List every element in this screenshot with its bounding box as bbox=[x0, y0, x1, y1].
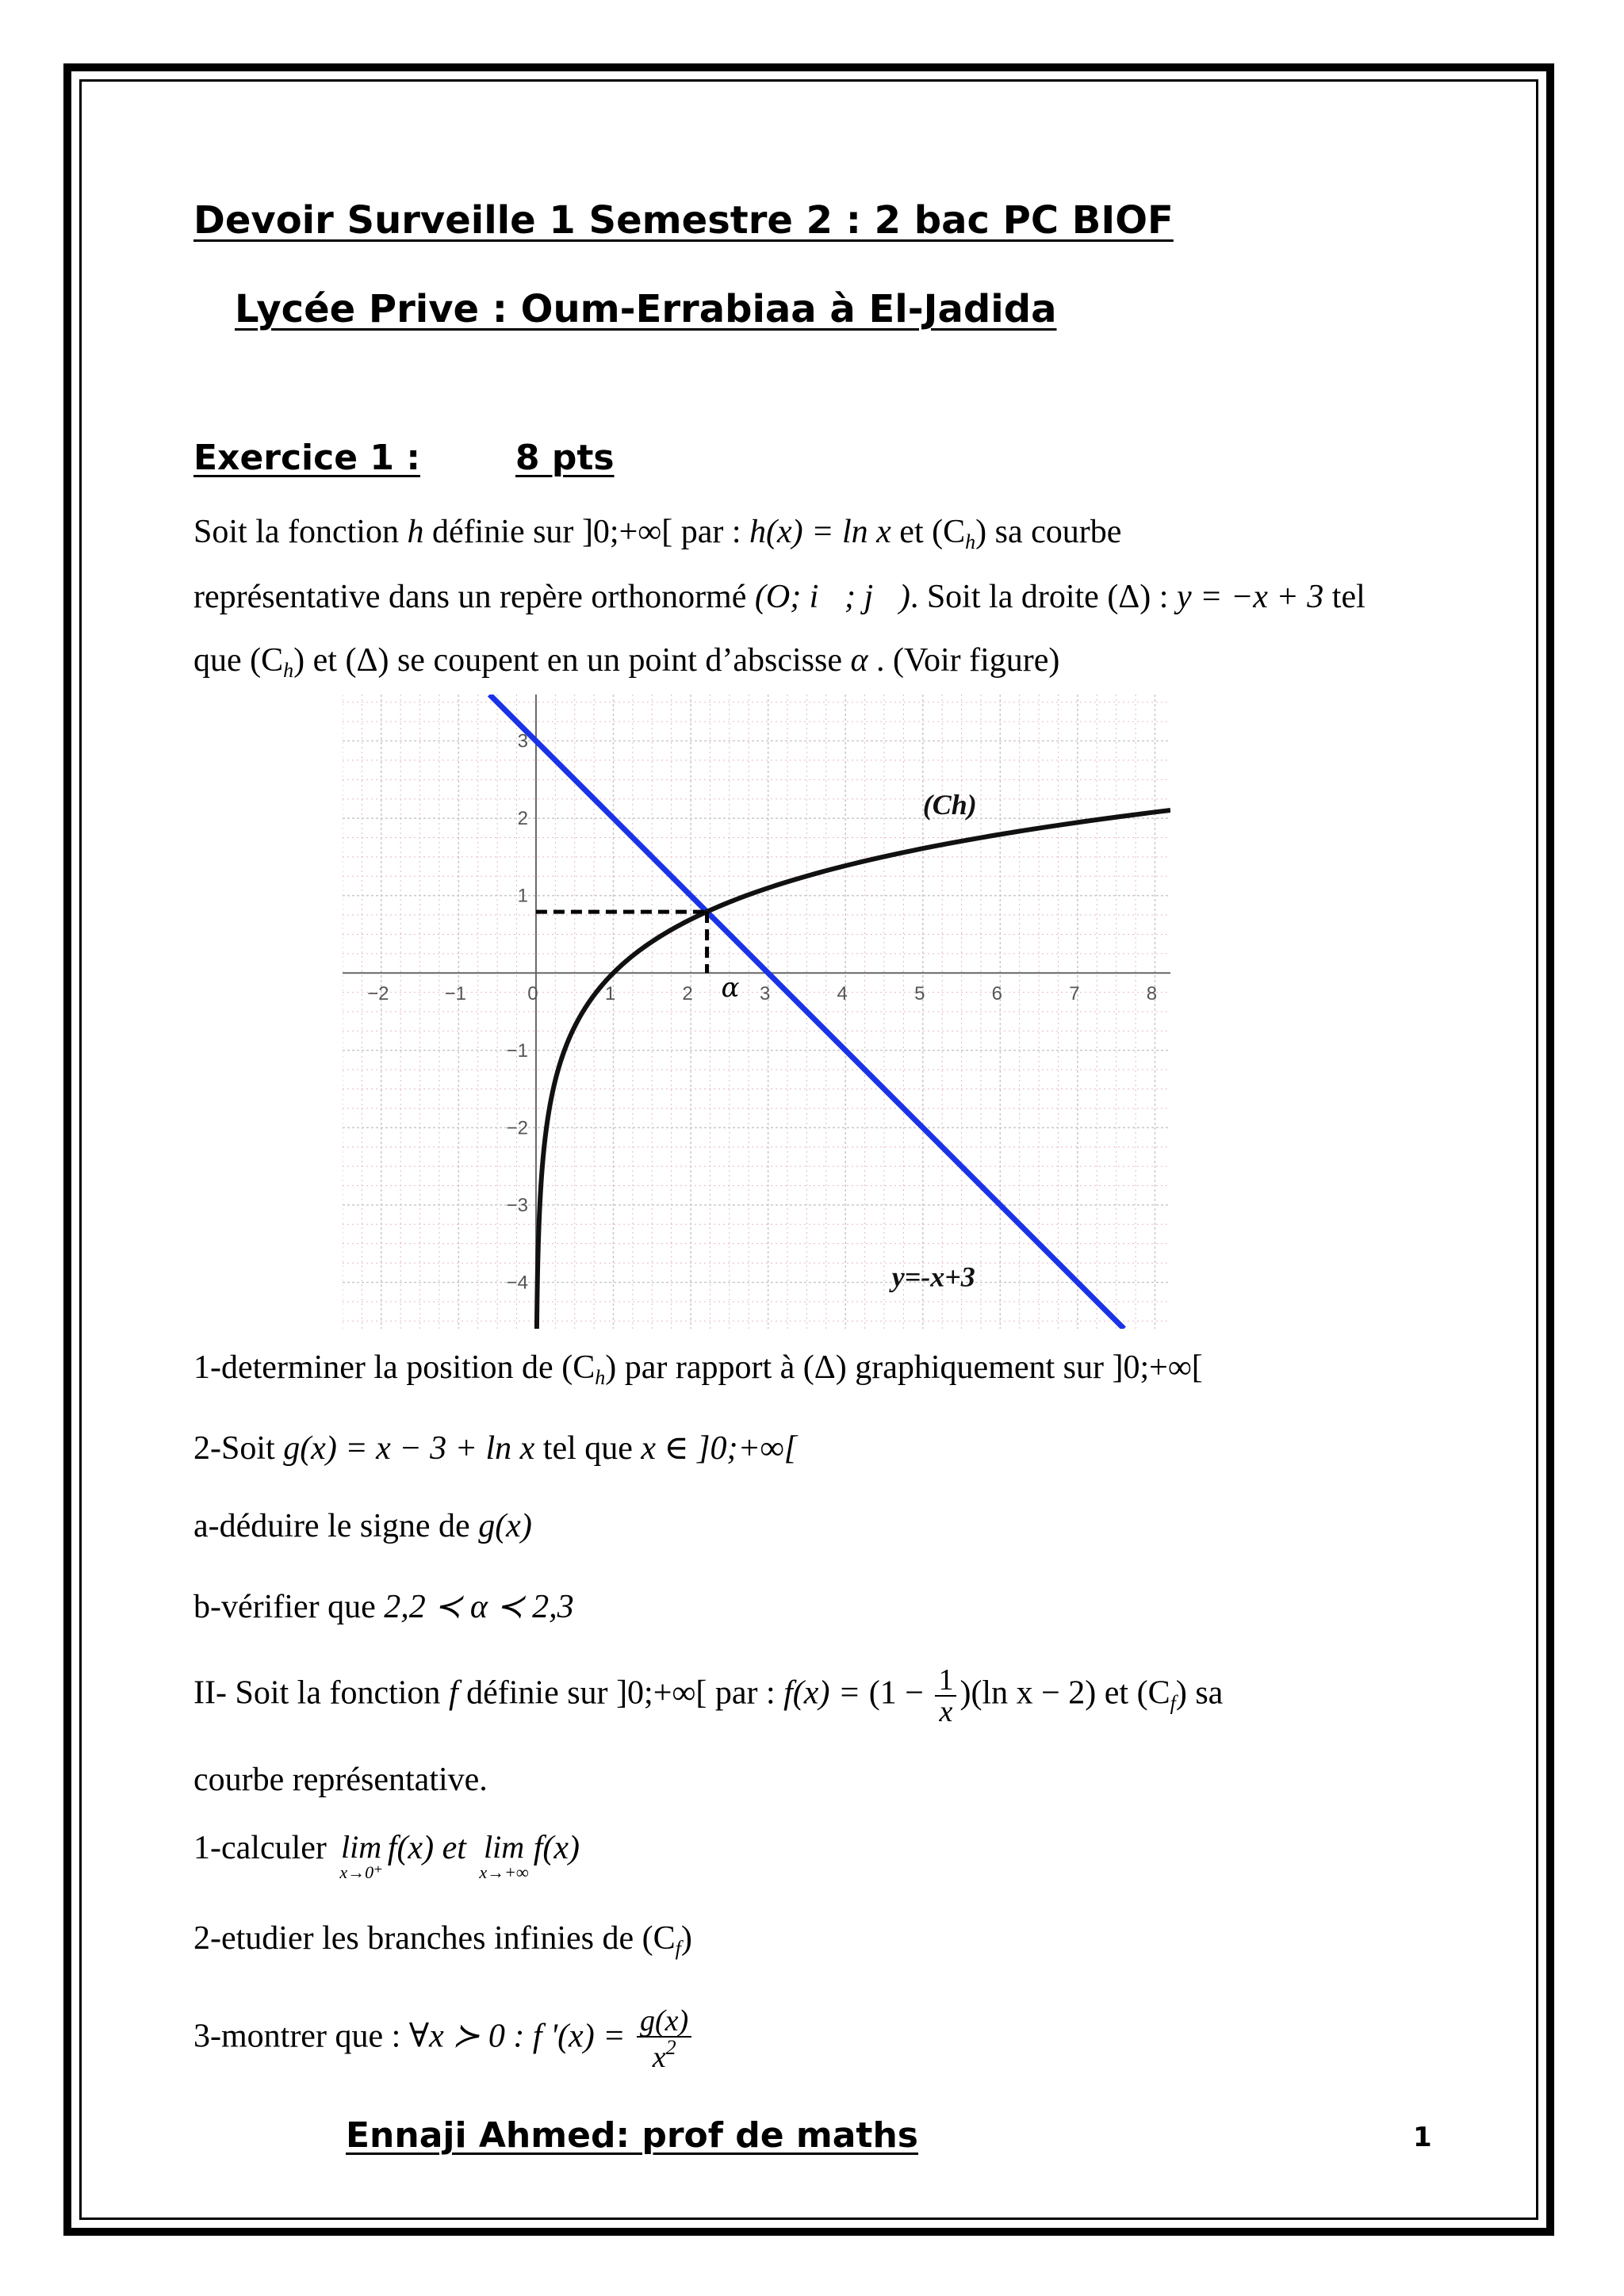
x-tick-label: 8 bbox=[1146, 983, 1158, 1005]
alpha-label: α bbox=[721, 972, 740, 1004]
grid-minor bbox=[343, 695, 1170, 1329]
x-tick-label: 5 bbox=[914, 983, 925, 1005]
y-tick-label: 2 bbox=[517, 808, 528, 830]
intro-line-2: représentative dans un repère orthonormé (O; i⃗; j⃗). Soit la droite (Δ) : y = −x + 3 tel bbox=[193, 579, 1365, 615]
line-label: y=-x+3 bbox=[891, 1261, 975, 1293]
y-tick-label: −4 bbox=[506, 1272, 528, 1294]
fraction-g-over-x2: $\frac{g(x)}{x^2}$ bbox=[637, 2006, 691, 2072]
part-2-line-2: courbe représentative. bbox=[193, 1762, 488, 1798]
intro-line-1: Soit la fonction h définie sur ]0;+∞[ par : h(x) = ln x et $(C_h)$ sa courbe bbox=[193, 514, 1122, 553]
x-tick-label: 2 bbox=[682, 983, 693, 1005]
school-name: Lycée Prive : Oum-Errabiaa à El-Jadida bbox=[235, 287, 1057, 331]
x-tick-label: 1 bbox=[604, 983, 616, 1005]
y-tick-label: −3 bbox=[506, 1194, 528, 1216]
fraction-1-over-x: $\frac{1}{x}$ bbox=[935, 1665, 956, 1727]
exercise-points: 8 pts bbox=[515, 438, 615, 478]
page-number: 1 bbox=[1413, 2122, 1432, 2153]
exercise-heading bbox=[193, 438, 615, 478]
curve-label-ch: (Ch) bbox=[922, 789, 977, 821]
function-graph bbox=[343, 695, 1170, 1329]
x-tick-label: 3 bbox=[759, 983, 771, 1005]
part-2-line-1: II- Soit la fonction f définie sur ]0;+∞[ par : f(x) = (1 − $\frac{1}{x}$ )(ln x − 2) et $(C_f)$ sa bbox=[193, 1663, 1224, 1728]
y-tick-label: −1 bbox=[506, 1039, 528, 1062]
y-tick-label: 1 bbox=[517, 885, 528, 907]
limit-at-infinity: lim x→+∞ bbox=[479, 1829, 529, 1882]
question-2a: a-déduire le signe de g(x) bbox=[193, 1508, 532, 1544]
page-title: Devoir Surveille 1 Semestre 2 : 2 bac PC BIOF bbox=[193, 198, 1174, 243]
x-tick-label: 0 bbox=[527, 983, 538, 1005]
footer-author: Ennaji Ahmed: prof de maths bbox=[346, 2115, 918, 2156]
x-tick-label: 7 bbox=[1069, 983, 1080, 1005]
intro-line-3: que $(C_h)$ et (Δ) se coupent en un point d’abscisse α . (Voir figure) bbox=[193, 642, 1060, 682]
question-2b: b-vérifier que 2,2 ≺ α ≺ 2,3 bbox=[193, 1589, 574, 1625]
question-1: 1-determiner la position de $(C_h)$ par rapport à (Δ) graphiquement sur ]0;+∞[ bbox=[193, 1349, 1203, 1389]
x-tick-label: −1 bbox=[444, 983, 467, 1005]
question-c1: 1-calculer lim x→0⁺ f(x) et lim x→+∞ f(x) bbox=[193, 1829, 580, 1882]
question-c3: 3-montrer que : ∀x ≻ 0 : f '(x) = $\frac{g(x)}{x^2}$ bbox=[193, 2006, 695, 2072]
question-c2: 2-etudier les branches infinies de $(C_f)$ bbox=[193, 1920, 692, 1960]
limit-at-zero: lim x→0⁺ bbox=[339, 1829, 383, 1882]
curves bbox=[489, 695, 1170, 1329]
y-tick-label: −2 bbox=[506, 1117, 528, 1139]
y-tick-label: 3 bbox=[517, 730, 528, 752]
x-tick-label: −2 bbox=[367, 983, 389, 1005]
x-tick-label: 4 bbox=[837, 983, 848, 1005]
exercise-label: Exercice 1 : bbox=[193, 438, 420, 478]
question-2: 2-Soit g(x) = x − 3 + ln x tel que x ∈ ]0;+∞[ bbox=[193, 1430, 798, 1467]
x-tick-label: 6 bbox=[991, 983, 1003, 1005]
